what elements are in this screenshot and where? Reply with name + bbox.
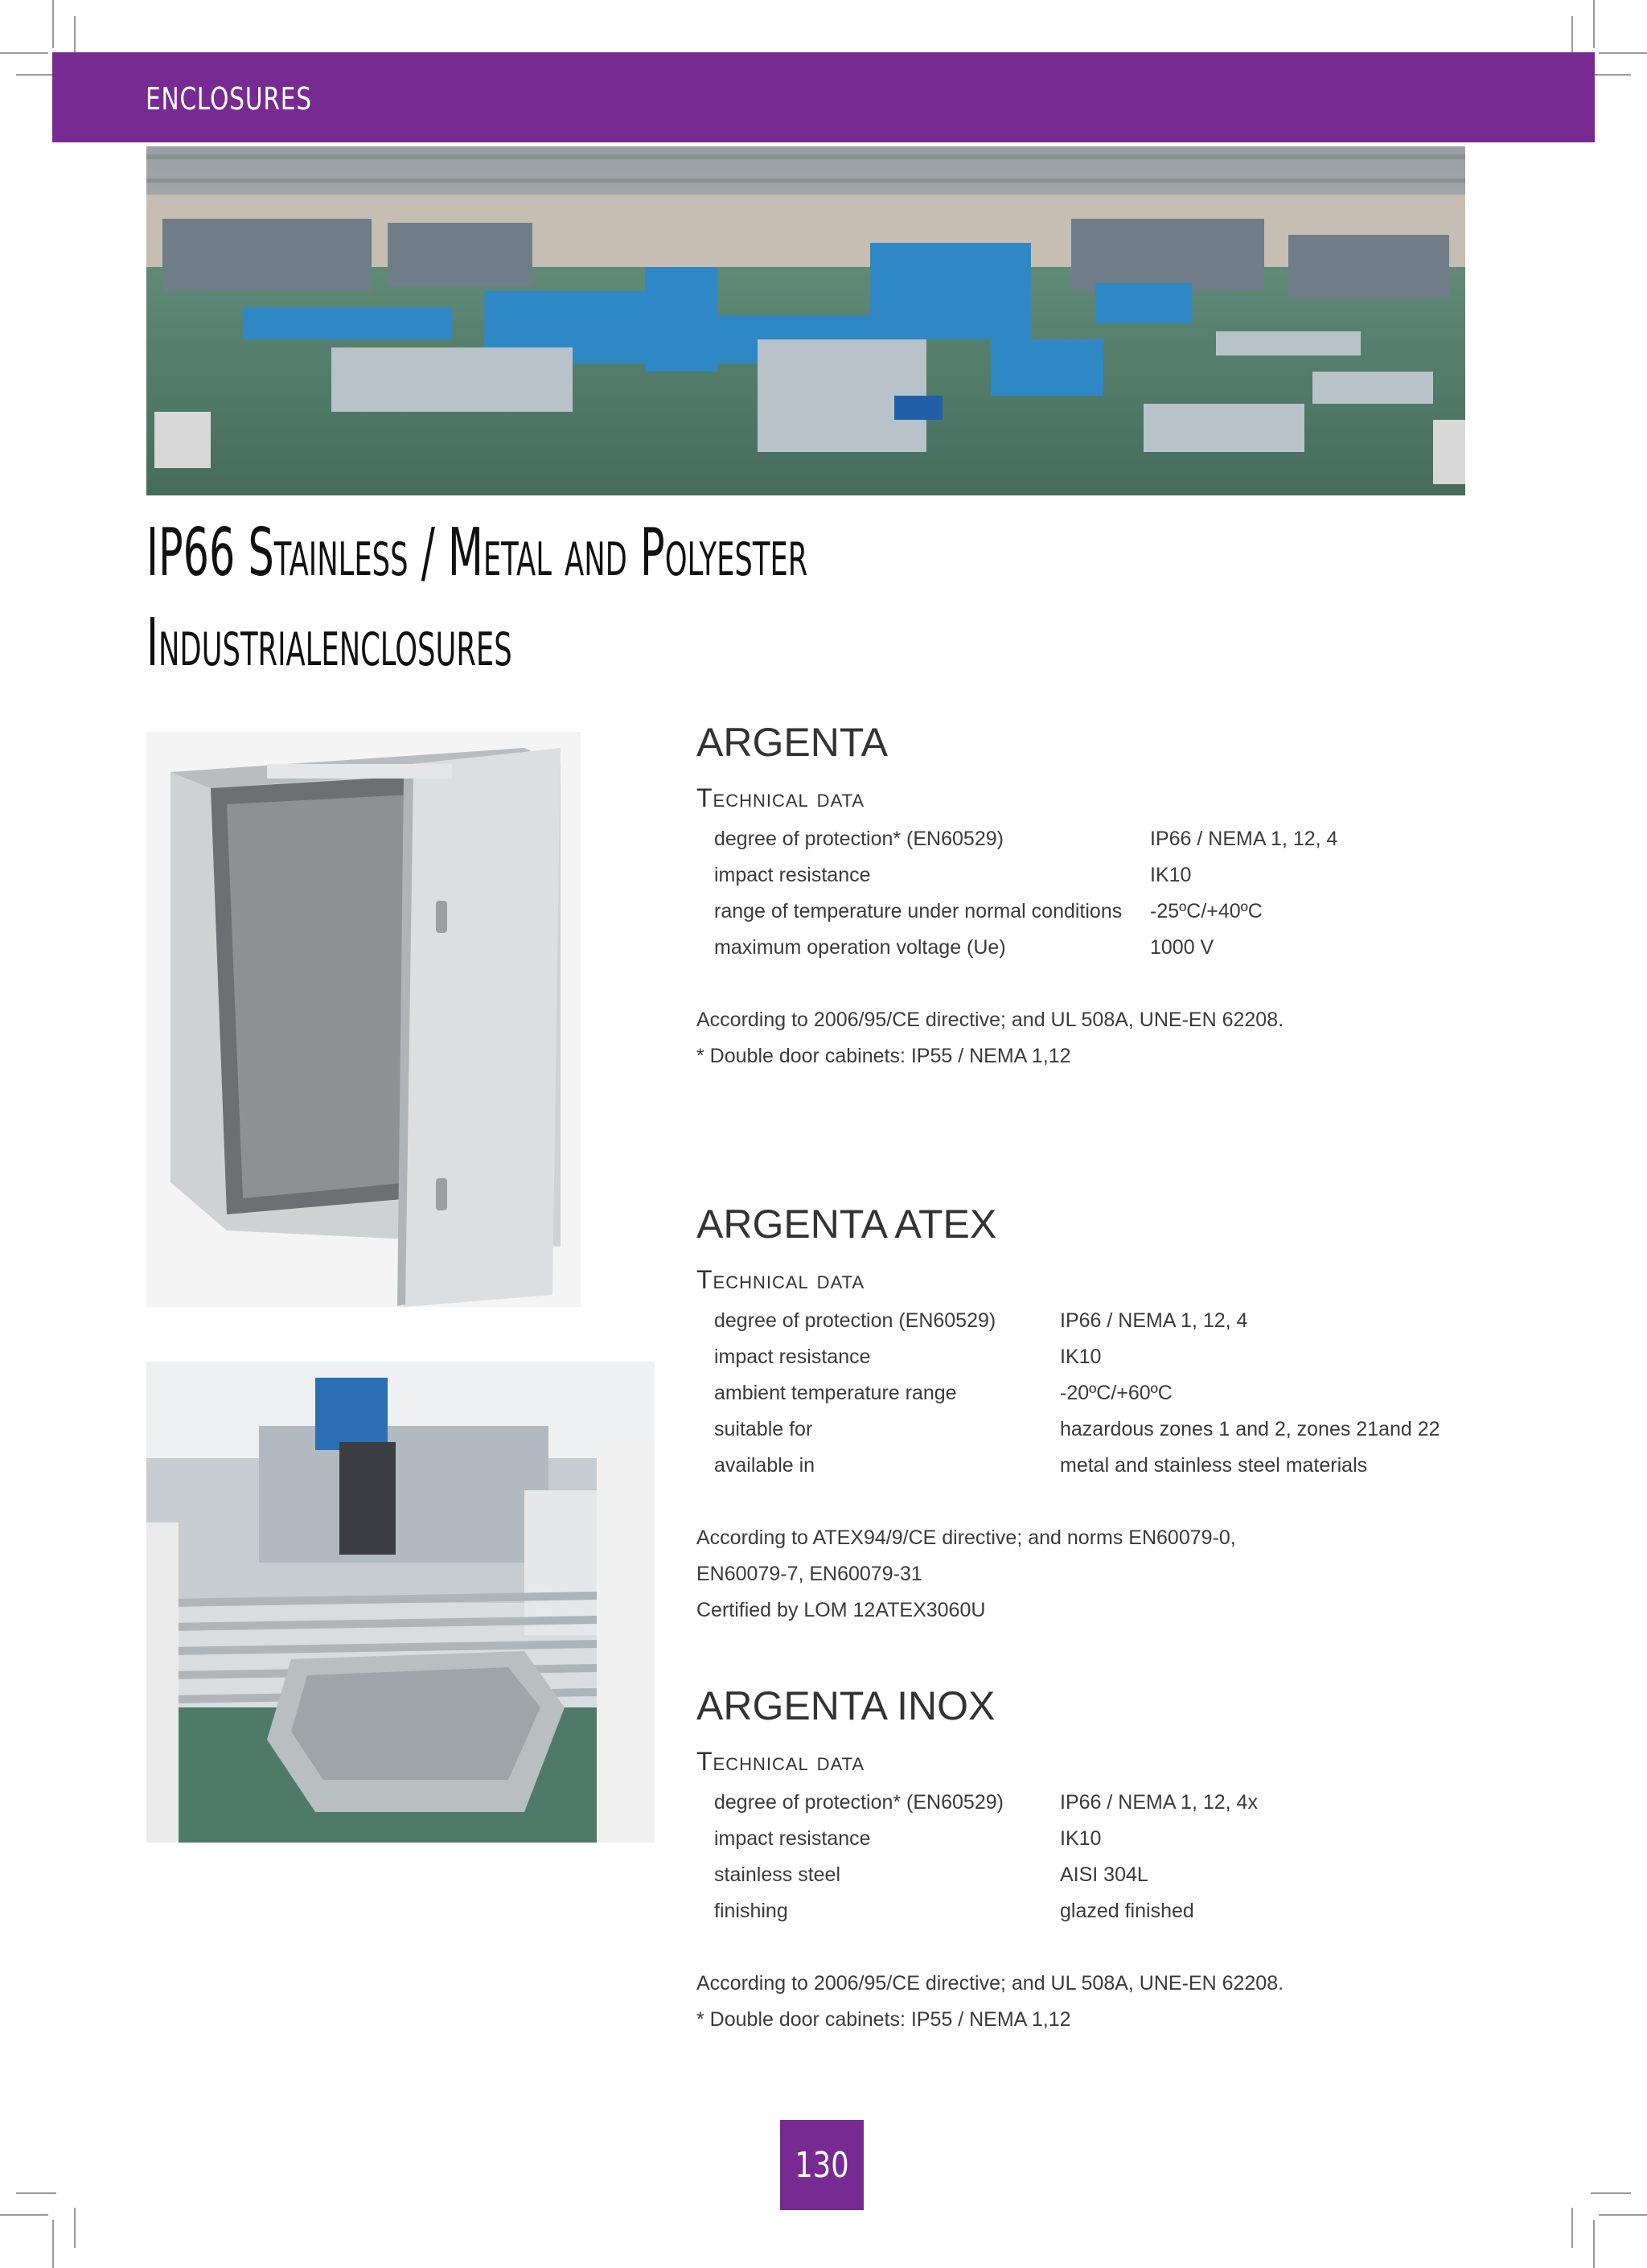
- crop-mark: [1593, 2220, 1595, 2268]
- compliance-note: * Double door cabinets: IP55 / NEMA 1,12: [696, 2008, 1071, 2031]
- spec-label: impact resistance: [714, 864, 871, 886]
- page-number: 130: [795, 2144, 849, 2186]
- spec-label: impact resistance: [714, 1346, 871, 1368]
- spec-value: metal and stainless steel materials: [1060, 1454, 1368, 1477]
- spec-label: available in: [714, 1454, 815, 1477]
- spec-value: IP66 / NEMA 1, 12, 4: [1060, 1309, 1248, 1332]
- header-bar: [52, 52, 1595, 142]
- compliance-note: EN60079-7, EN60079-31: [696, 1563, 922, 1585]
- crop-mark: [1591, 2192, 1631, 2194]
- crop-mark: [1593, 0, 1595, 48]
- crop-mark: [0, 2214, 48, 2216]
- certification-note: Certified by LOM 12ATEX3060U: [696, 1599, 986, 1621]
- page-number-box: [780, 2120, 864, 2210]
- spec-value: IP66 / NEMA 1, 12, 4: [1150, 828, 1338, 850]
- spec-value: hazardous zones 1 and 2, zones 21and 22: [1060, 1418, 1440, 1440]
- spec-label: range of temperature under normal conditions: [714, 900, 1123, 922]
- crop-mark: [1571, 2208, 1573, 2248]
- spec-label: impact resistance: [714, 1827, 871, 1850]
- spec-label: suitable for: [714, 1418, 813, 1440]
- crop-mark: [0, 52, 48, 54]
- compliance-note: According to ATEX94/9/CE directive; and norms EN60079-0,: [696, 1526, 1236, 1549]
- compliance-note: * Double door cabinets: IP55 / NEMA 1,12: [696, 1045, 1071, 1067]
- crop-mark: [1599, 52, 1647, 54]
- crop-mark: [1599, 2214, 1647, 2216]
- product-title-argenta-atex: ARGENTA ATEX: [696, 1202, 997, 1247]
- enclosure-product-image: [146, 732, 581, 1307]
- spec-label: finishing: [714, 1900, 788, 1922]
- compliance-note: According to 2006/95/CE directive; and UL 508A, UNE-EN 62208.: [696, 1972, 1284, 1995]
- crop-mark: [52, 0, 54, 48]
- spec-label: maximum operation voltage (Ue): [714, 936, 1006, 959]
- technical-data-heading: Technical data: [696, 1747, 865, 1776]
- spec-value: IP66 / NEMA 1, 12, 4x: [1060, 1791, 1258, 1814]
- spec-value: 1000 V: [1150, 936, 1214, 959]
- factory-hero-image: [146, 146, 1465, 495]
- page-title-line2: Industrialenclosures: [146, 605, 512, 681]
- compliance-note: According to 2006/95/CE directive; and UL 508A, UNE-EN 62208.: [696, 1009, 1284, 1031]
- crop-mark: [74, 16, 76, 56]
- spec-label: degree of protection* (EN60529): [714, 1791, 1004, 1814]
- spec-value: -20ºC/+60ºC: [1060, 1382, 1173, 1404]
- spec-value: glazed finished: [1060, 1900, 1194, 1922]
- page-title-line1: IP66 Stainless / Metal and Polyester: [146, 515, 808, 591]
- crop-mark: [1571, 16, 1573, 56]
- crop-mark: [52, 2220, 54, 2268]
- spec-value: IK10: [1060, 1827, 1102, 1850]
- technical-data-heading: Technical data: [696, 1265, 865, 1294]
- spec-value: IK10: [1150, 864, 1192, 886]
- spec-value: -25ºC/+40ºC: [1150, 900, 1263, 922]
- spec-label: ambient temperature range: [714, 1382, 957, 1404]
- spec-value: IK10: [1060, 1346, 1102, 1368]
- technical-data-heading: Technical data: [696, 783, 865, 812]
- spec-label: degree of protection* (EN60529): [714, 828, 1004, 850]
- spec-label: degree of protection (EN60529): [714, 1309, 996, 1332]
- crop-mark: [16, 2192, 56, 2194]
- section-label: ENCLOSURES: [146, 81, 312, 117]
- crop-mark: [1591, 74, 1631, 76]
- manufacturing-line-image: [146, 1362, 655, 1843]
- crop-mark: [16, 74, 56, 76]
- crop-mark: [74, 2208, 76, 2248]
- product-title-argenta-inox: ARGENTA INOX: [696, 1683, 996, 1728]
- spec-label: stainless steel: [714, 1863, 841, 1886]
- product-title-argenta: ARGENTA: [696, 720, 888, 765]
- spec-value: AISI 304L: [1060, 1863, 1148, 1886]
